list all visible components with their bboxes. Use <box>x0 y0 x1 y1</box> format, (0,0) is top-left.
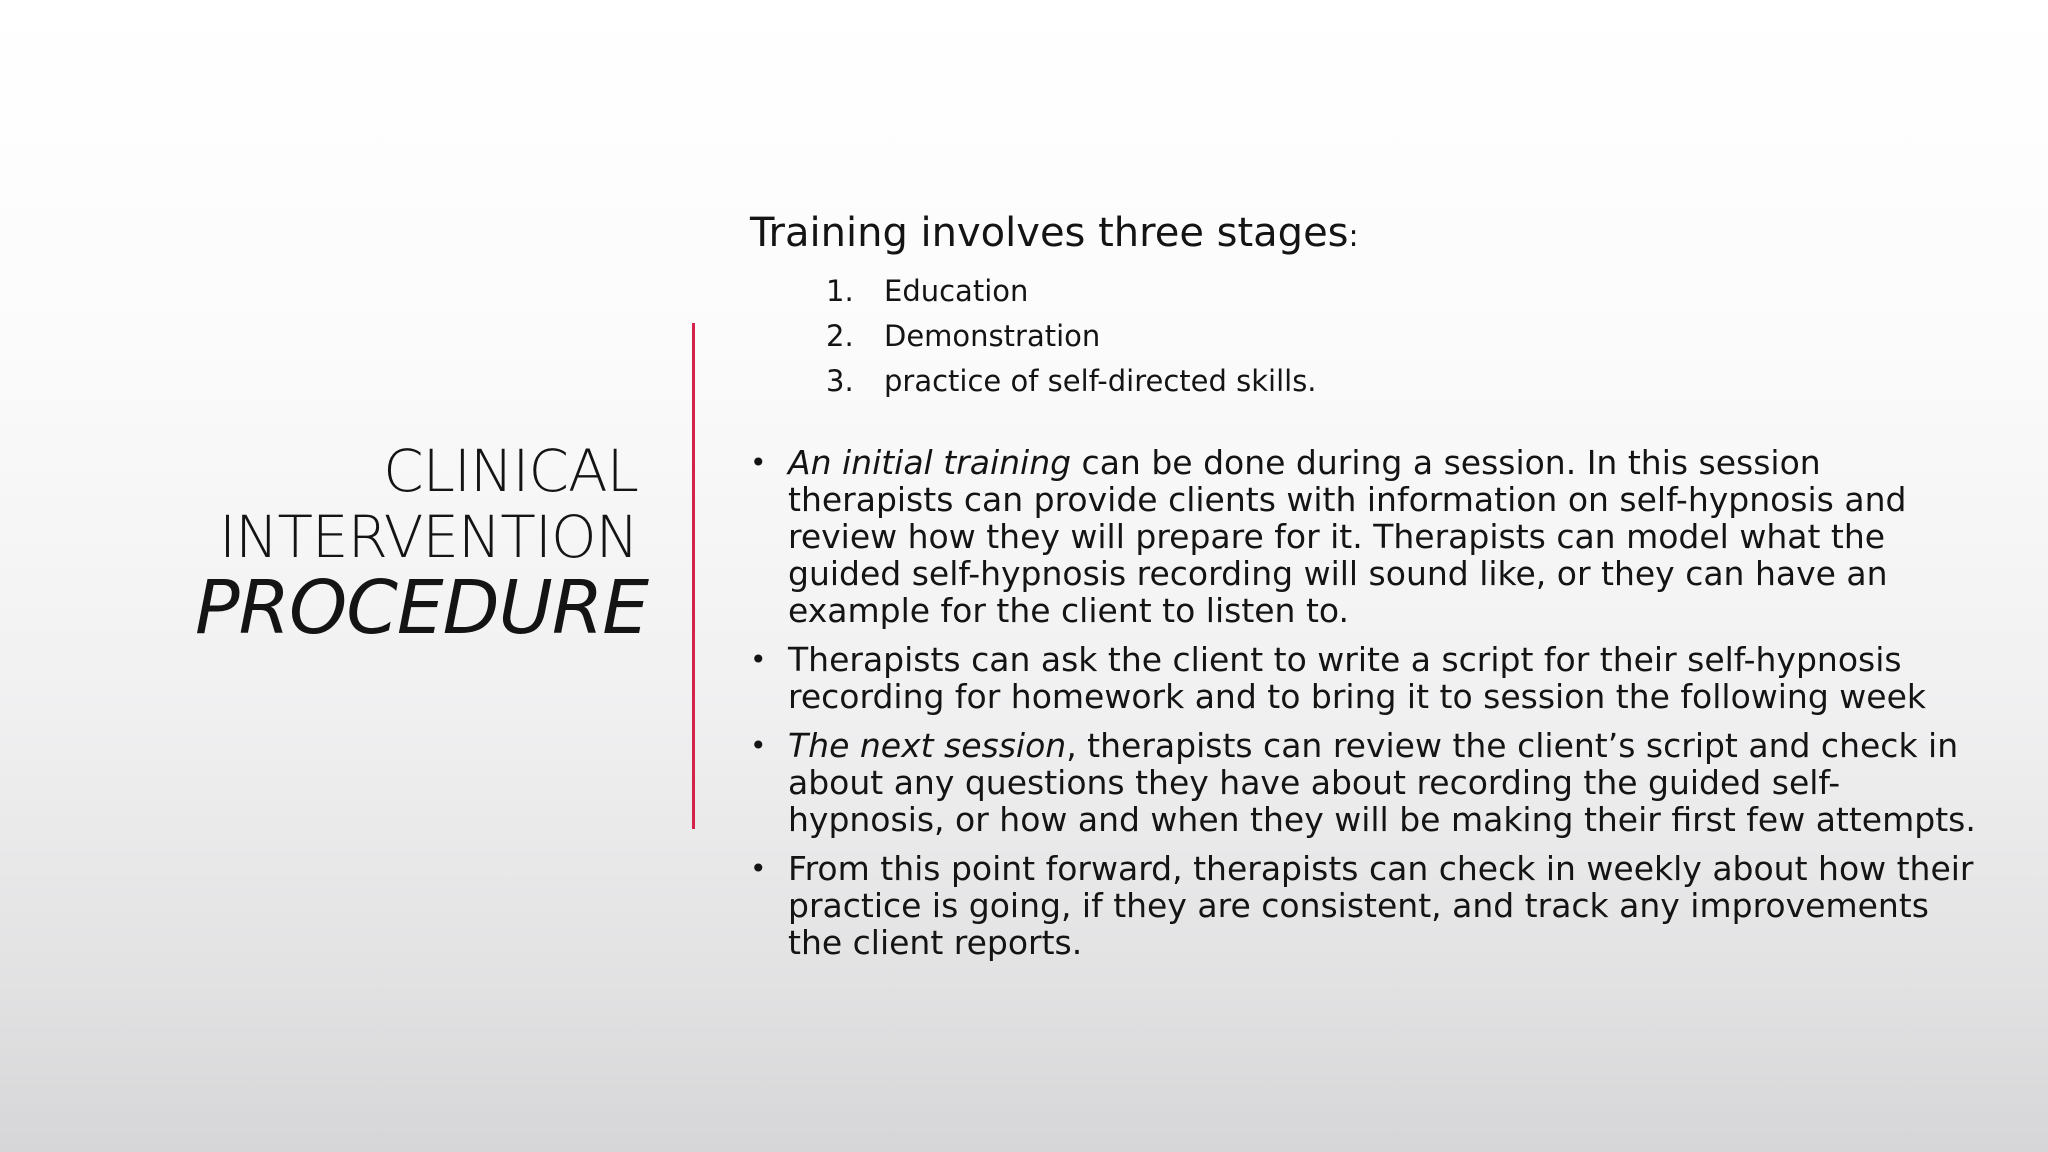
slide-title <box>194 437 648 651</box>
stage-number: 1. <box>826 274 854 308</box>
title-line-clinical: CLINICAL <box>383 437 638 505</box>
stage-number: 3. <box>826 364 854 398</box>
intro-colon: : <box>1348 219 1359 254</box>
bullet-item <box>750 444 1990 629</box>
title-line-procedure: PROCEDURE <box>194 565 648 651</box>
intro-text: Training involves three stages <box>750 210 1349 256</box>
intro-heading <box>750 205 1990 265</box>
bullet-item <box>750 641 1990 715</box>
bullet-dot: • <box>750 643 767 676</box>
bullet-item <box>750 727 1990 838</box>
bullet-text: , therapists can review the client’s script and check in about any questions they have about recording the guided self-hypnosis, or how and when they will be making their first few attempts. <box>788 726 1976 839</box>
stage-item <box>826 269 1990 314</box>
bullet-dot: • <box>750 729 767 762</box>
bullet-dot: • <box>750 852 767 885</box>
stage-label: Education <box>884 274 1029 308</box>
stage-label: Demonstration <box>884 319 1101 353</box>
stage-number: 2. <box>826 319 854 353</box>
title-line-intervention: INTERVENTION <box>219 503 638 571</box>
slide-body <box>750 205 1990 973</box>
stages-list <box>750 269 1990 404</box>
stage-item <box>826 314 1990 359</box>
bullet-text: From this point forward, therapists can check in weekly about how their practice is going, if they are consistent, and track any improvements the client reports. <box>788 849 1974 962</box>
bullet-text: Therapists can ask the client to write a script for their self-hypnosis recording for homework and to bring it to session the following week <box>788 640 1926 716</box>
bullet-dot: • <box>750 446 767 479</box>
bullet-lead: The next session <box>788 726 1067 765</box>
accent-divider <box>692 323 695 829</box>
stage-label: practice of self-directed skills. <box>884 364 1317 398</box>
bullet-list <box>750 444 1990 961</box>
stage-item <box>826 359 1990 404</box>
bullet-text: can be done during a session. In this session therapists can provide clients with information on self-hypnosis and review how they will prepare for it. Therapists can model what the guided self-hypnosis recording will sound like, or they can have an example for the client to listen to. <box>788 443 1907 630</box>
bullet-lead: An initial training <box>788 443 1072 482</box>
bullet-item <box>750 850 1990 961</box>
